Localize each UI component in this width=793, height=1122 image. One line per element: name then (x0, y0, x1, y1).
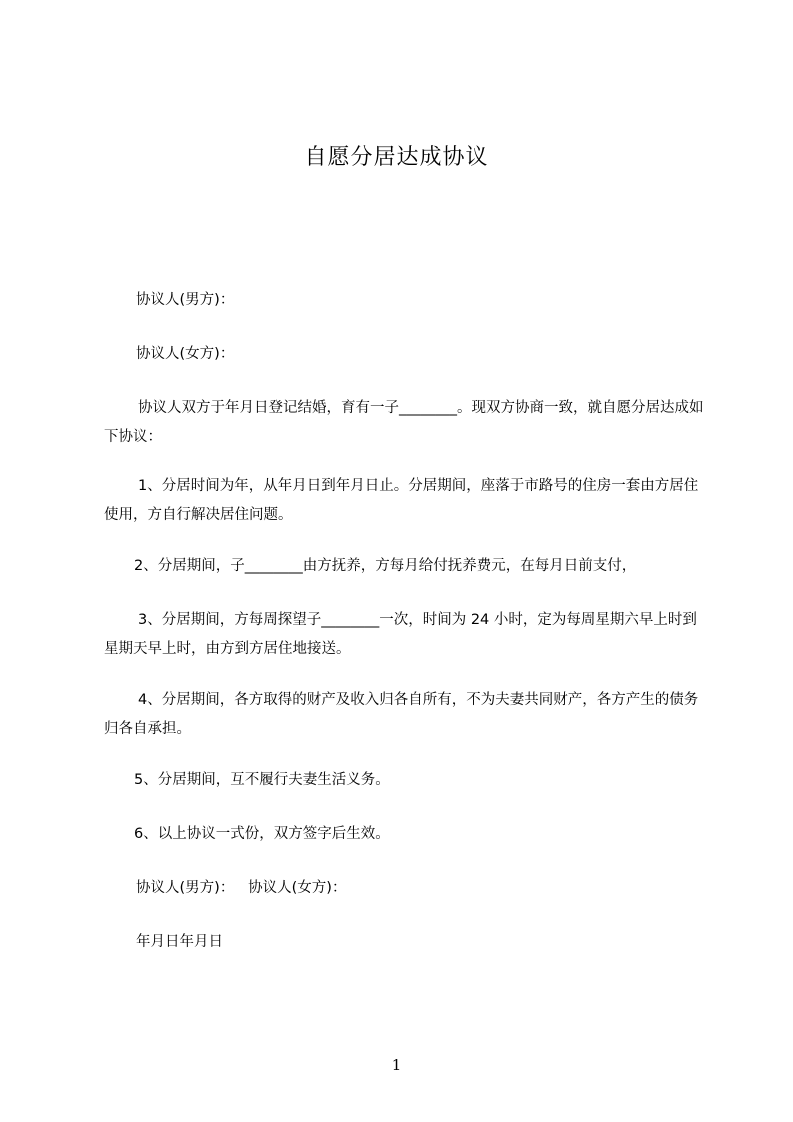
preamble-paragraph: 协议人双方于年月日登记结婚，育有一子________。现双方协商一致，就自愿分居达成如下协议： (104, 400, 704, 445)
clause-4: 4、分居期间，各方取得的财产及收入归各自所有，不为夫妻共同财产，各方产生的债务归各自承担。 (104, 692, 699, 737)
page-number: 1 (391, 1056, 402, 1074)
clause-3: 3、分居期间，方每周探望子________一次，时间为 24 小时，定为每周星期六早上时到星期天早上时，由方到方居住地接送。 (104, 612, 697, 657)
clause-5: 5、分居期间，互不履行夫妻生活义务。 (134, 772, 390, 788)
clause-6: 6、以上协议一式份，双方签字后生效。 (134, 826, 390, 842)
signature-line: 协议人(男方)： 协议人(女方)： (136, 880, 347, 896)
page-title: 自愿分居达成协议 (304, 145, 489, 170)
party-male-line: 协议人(男方)： (136, 292, 235, 308)
clause-1: 1、分居时间为年，从年月日到年月日止。分居期间，座落于市路号的住房一套由方居住使用，方自行解决居住问题。 (104, 478, 699, 523)
clause-2: 2、分居期间，子________由方抚养，方每月给付抚养费元，在每月日前支付， (134, 558, 637, 574)
party-female-line: 协议人(女方)： (136, 346, 235, 362)
date-line: 年月日年月日 (136, 934, 223, 950)
